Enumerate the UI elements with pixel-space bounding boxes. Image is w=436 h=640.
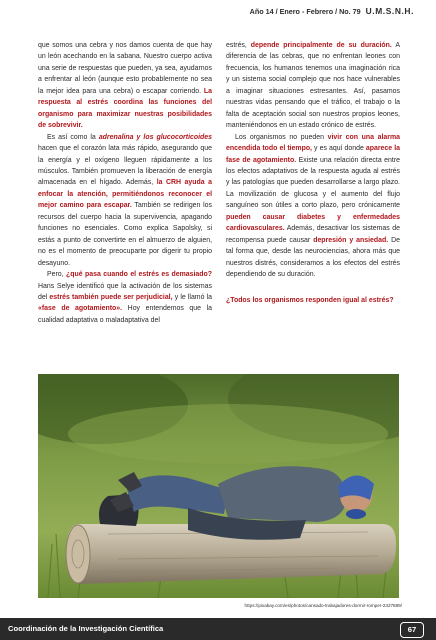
issue-info: Año 14 / Enero - Febrero / No. 79 [249, 7, 361, 16]
body-text: Hoy entendemos que la cualidad adaptativa o maladaptativa del [38, 305, 212, 324]
footer-bar [0, 618, 436, 640]
body-text: hacen que el corazón lata más rápido, asegurando que la energía y el oxígeno lleguen rápidamente a los músculos. También promueven la liberación de energía almacenada en el hígado. Además, [38, 145, 212, 187]
body-text: De tal forma que, desde las neurociencias, ahora más que nuestros distrés, consideramos a los efectos del estrés dependiendo de su duración. [226, 236, 400, 279]
body-text: También se redirigen los recursos del cuerpo hacia la supervivencia, apagando funciones no esenciales. Como explica Sapolsky, si estás a punto de convertirte en el almuerzo de alguien, no es el momento de preocuparte por digerir tu propio desayuno. [38, 202, 212, 267]
highlight-text: pueden causar diabetes y enfermedades cardiovasculares. [226, 213, 400, 233]
body-text: A diferencia de las cebras, que no enfrentan leones con frecuencia, los humanos tenemos una imaginación rica y un sistema social complejo que nos hace vulnerables a imaginar situaciones estresantes. Así, pasamos nuestras vidas pensando que el tráfico, el trabajo o la falta de aceptación social son nuestros propios leones, manteniéndonos en un estado crónico de estrés. [226, 42, 400, 130]
university-brand: U.M.S.N.H. [365, 6, 414, 16]
highlight-text: adrenalina y los glucocorticoides [98, 133, 212, 141]
photo-sleeping-worker [38, 374, 399, 598]
highlight-text: «fase de agotamiento». [38, 305, 123, 313]
body-text: que somos una cebra y nos damos cuenta de que hay un león acechando en la sabana. Nuestro cuerpo activa una serie de respuestas que pueden, ya sea, ayudarnos a enfrentar al león (aunque esto probablemente no sea la mejor idea para una cebra) o escapar corriendo. [38, 42, 212, 95]
highlight-text: vivir con una alarma encendida todo el tiempo, [226, 133, 400, 153]
body-text: Hans Selye identificó que la activación de los sistemas del [38, 282, 212, 301]
page-number: 67 [400, 622, 424, 638]
body-text: Es así como la [47, 133, 99, 141]
body-text: estrés, [226, 42, 251, 49]
paragraph [38, 269, 212, 326]
left-column [38, 40, 212, 326]
body-text: Existe una relación directa entre los efectos adaptativos de la respuesta aguda al estrés y las patologías que pueden desarrollarse a largo plazo. La movilización de glucosa y el aumento del flujo sanguíneo son útiles a corto plazo, pero crónicamente [226, 156, 400, 210]
paragraph [226, 40, 400, 132]
body-text: Además, desactivar los sistemas de recompensa puede causar [226, 225, 400, 244]
body-text: Los organismos no pueden [235, 133, 328, 141]
highlight-text: aparece la fase de agotamiento. [226, 145, 400, 164]
paragraph [38, 40, 212, 132]
highlight-text: la CRH ayuda a enfocar la atención, permitiéndonos reconocer el mejor camino para escapar. [38, 179, 212, 210]
photo-credit: https://pixabay.com/es/photos/cansado-trabajadores-dormir-romper-2327889/ [244, 603, 402, 608]
right-column [226, 40, 400, 306]
body-text: y le llamó la [172, 293, 212, 301]
body-text: y es aquí donde [311, 145, 366, 153]
body-text: Pero, [47, 271, 67, 279]
paragraph [226, 132, 400, 281]
highlight-text: depende principalmente de su duración. [250, 42, 392, 49]
highlight-text: ¿qué pasa cuando el estrés es demasiado? [66, 271, 213, 279]
issue-header [250, 6, 414, 16]
footer-label: Coordinación de la Investigación Científica [8, 624, 164, 633]
highlight-text: estrés también puede ser perjudicial, [49, 293, 173, 301]
highlight-text: depresión y ansiedad. [313, 236, 389, 244]
section-question: ¿Todos los organismos responden igual al estrés? [226, 296, 394, 304]
photo-illustration [38, 374, 399, 598]
paragraph [38, 132, 212, 269]
highlight-text: La respuesta al estrés coordina las funciones del organismo para maximizar nuestras posibilidades de sobrevivir. [38, 87, 212, 130]
